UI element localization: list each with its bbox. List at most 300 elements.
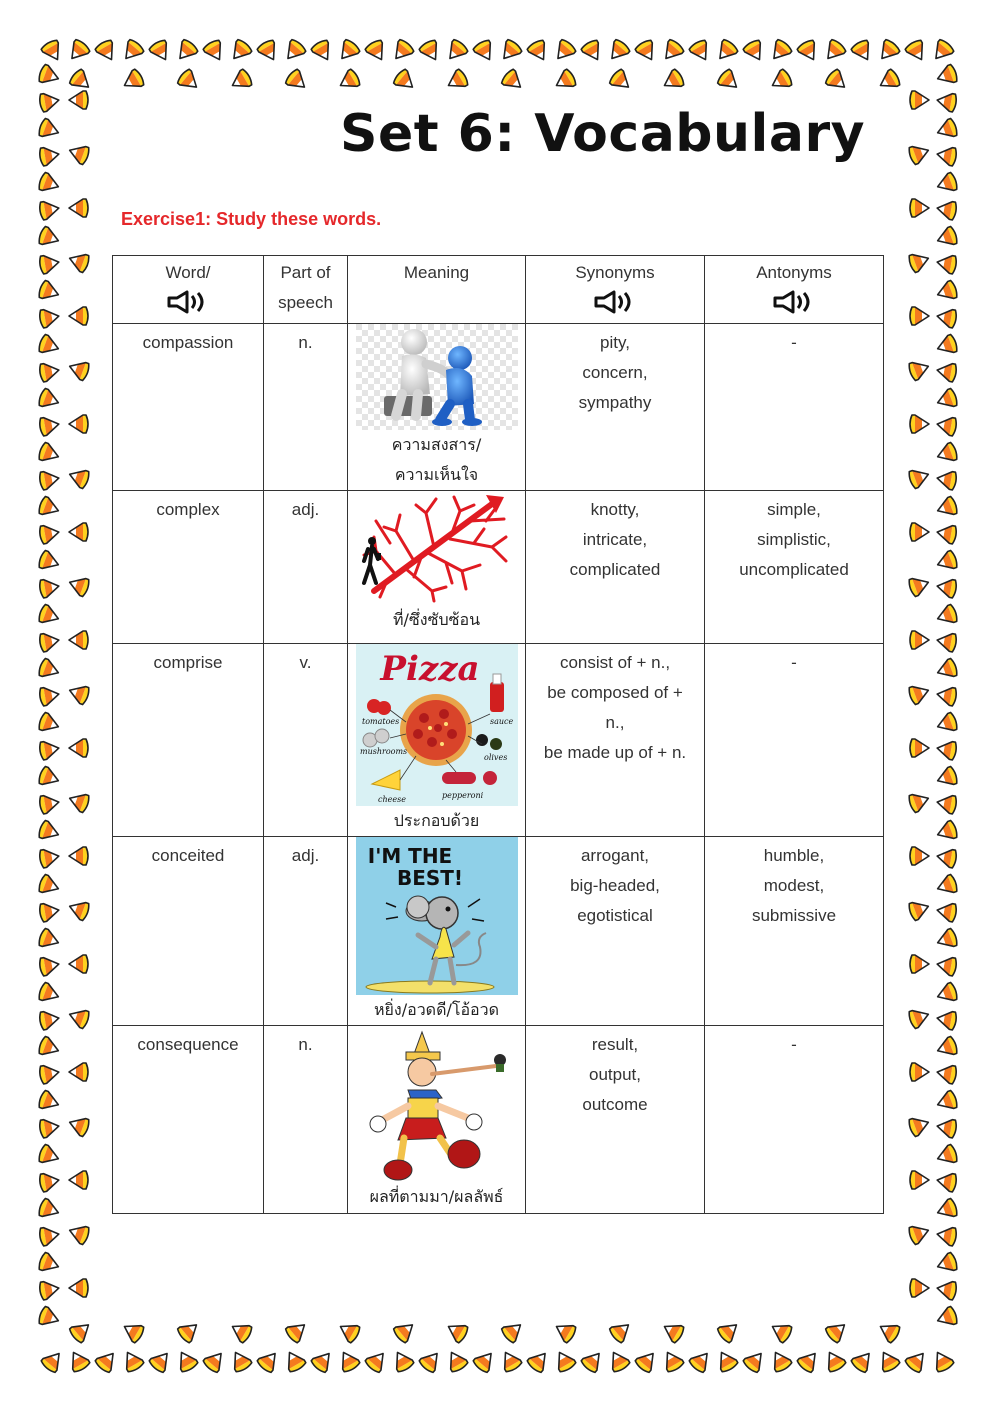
candy-corn-icon bbox=[796, 39, 821, 64]
candy-corn-icon bbox=[37, 1198, 61, 1221]
candy-corn-icon bbox=[120, 1319, 145, 1344]
candy-corn-icon bbox=[935, 550, 959, 573]
header-word-label: Word/ bbox=[165, 263, 211, 282]
candy-corn-icon bbox=[37, 1306, 61, 1329]
candy-corn-icon bbox=[936, 685, 958, 706]
candy-corn-icon bbox=[910, 1279, 929, 1297]
vocabulary-table bbox=[112, 255, 884, 1214]
candy-corn-icon bbox=[876, 1348, 901, 1373]
candy-corn-icon bbox=[37, 172, 61, 195]
candy-corn-icon bbox=[714, 1348, 739, 1373]
speaker-icon[interactable] bbox=[166, 290, 210, 314]
candy-corn-icon bbox=[935, 712, 959, 735]
candy-corn-icon bbox=[69, 955, 88, 973]
candy-corn-icon bbox=[936, 145, 958, 166]
candy-corn-icon bbox=[202, 1348, 228, 1374]
candy-corn-icon bbox=[67, 574, 91, 597]
candy-corn-icon bbox=[742, 1348, 768, 1374]
candy-corn-icon bbox=[37, 928, 61, 951]
candy-corn-icon bbox=[936, 307, 958, 328]
candy-corn-icon bbox=[310, 39, 335, 64]
candy-corn-icon bbox=[936, 1225, 958, 1246]
candy-corn-icon bbox=[227, 38, 253, 64]
candy-corn-icon bbox=[67, 682, 91, 705]
candy-corn-icon bbox=[40, 1348, 66, 1374]
synonym: be made up of + n. bbox=[543, 743, 687, 762]
candy-corn-icon bbox=[935, 658, 959, 681]
candy-corn-icon bbox=[907, 1006, 931, 1029]
candy-corn-icon bbox=[39, 577, 61, 598]
candy-corn-icon bbox=[910, 955, 929, 973]
candy-corn-icon bbox=[688, 1348, 714, 1374]
candy-corn-icon bbox=[935, 928, 959, 951]
candy-corn-icon bbox=[69, 199, 88, 217]
candy-corn-icon bbox=[910, 91, 929, 109]
candy-corn-icon bbox=[935, 1090, 959, 1113]
candy-corn-icon bbox=[67, 358, 91, 381]
candy-corn-icon bbox=[907, 1114, 931, 1137]
candy-corn-icon bbox=[68, 68, 94, 94]
candy-corn-icon bbox=[335, 38, 361, 64]
candy-corn-icon bbox=[907, 790, 931, 813]
row-part: n. bbox=[298, 333, 313, 352]
candy-corn-icon bbox=[907, 1222, 931, 1245]
candy-corn-icon bbox=[37, 388, 61, 411]
candy-corn-icon bbox=[929, 38, 955, 64]
candy-corn-icon bbox=[910, 739, 929, 757]
speaker-icon[interactable] bbox=[772, 290, 816, 314]
antonym: - bbox=[791, 653, 797, 672]
candy-corn-icon bbox=[936, 793, 958, 814]
candy-corn-icon bbox=[796, 1348, 822, 1374]
candy-corn-icon bbox=[850, 39, 875, 64]
pizza-label: olives bbox=[483, 753, 507, 762]
candy-corn-icon bbox=[935, 1144, 959, 1167]
candy-corn-icon bbox=[69, 415, 88, 433]
candy-corn-icon bbox=[444, 1319, 469, 1344]
candy-corn-icon bbox=[69, 847, 88, 865]
candy-corn-icon bbox=[67, 142, 91, 165]
header-meaning-label: Meaning bbox=[403, 263, 470, 282]
candy-corn-icon bbox=[875, 38, 901, 64]
candy-corn-icon bbox=[444, 68, 469, 93]
candy-corn-icon bbox=[37, 874, 61, 897]
candy-corn-icon bbox=[936, 739, 958, 760]
candy-corn-icon bbox=[910, 1171, 929, 1189]
candy-corn-icon bbox=[936, 1009, 958, 1030]
candy-corn-icon bbox=[37, 226, 61, 249]
candy-corn-icon bbox=[552, 1348, 577, 1373]
candy-corn-icon bbox=[39, 685, 61, 706]
candy-corn-icon bbox=[37, 658, 61, 681]
conceited-mouse-illustration bbox=[356, 837, 518, 995]
candy-corn-icon bbox=[498, 1348, 523, 1373]
candy-corn-icon bbox=[39, 793, 61, 814]
row-word: complex bbox=[156, 500, 220, 519]
candy-corn-icon bbox=[935, 1036, 959, 1059]
candy-corn-icon bbox=[148, 1348, 174, 1374]
candy-corn-icon bbox=[66, 1348, 91, 1373]
candy-corn-icon bbox=[37, 280, 61, 303]
compassion-illustration bbox=[356, 324, 518, 430]
thai-meaning-line: ผลที่ตามมา/ผลลัพธ์ bbox=[369, 1187, 504, 1206]
candy-corn-icon bbox=[37, 442, 61, 465]
row-part: adj. bbox=[291, 846, 320, 865]
candy-corn-icon bbox=[716, 68, 742, 94]
candy-corn-icon bbox=[67, 466, 91, 489]
synonym: intricate, bbox=[582, 530, 648, 549]
header-synonyms bbox=[526, 256, 705, 324]
candy-corn-icon bbox=[907, 466, 931, 489]
pizza-title: Pizza bbox=[379, 649, 480, 689]
candy-corn-icon bbox=[39, 523, 61, 544]
candy-corn-icon bbox=[935, 388, 959, 411]
candy-corn-icon bbox=[936, 1171, 958, 1192]
candy-corn-icon bbox=[37, 1090, 61, 1113]
candy-corn-icon bbox=[39, 469, 61, 490]
candy-corn-icon bbox=[336, 1348, 361, 1373]
candy-corn-icon bbox=[39, 145, 61, 166]
candy-corn-icon bbox=[910, 199, 929, 217]
candy-corn-icon bbox=[148, 39, 173, 64]
synonym: outcome bbox=[582, 1095, 648, 1114]
candy-corn-icon bbox=[94, 39, 119, 64]
candy-corn-icon bbox=[39, 631, 61, 652]
candy-corn-icon bbox=[936, 901, 958, 922]
candy-corn-icon bbox=[228, 1319, 253, 1344]
page-title: Set 6: Vocabulary bbox=[340, 104, 865, 164]
candy-corn-icon bbox=[444, 1348, 469, 1373]
table-row bbox=[113, 1026, 884, 1214]
candy-corn-icon bbox=[67, 1006, 91, 1029]
candy-corn-icon bbox=[37, 1252, 61, 1275]
candy-corn-icon bbox=[904, 39, 929, 64]
candy-corn-icon bbox=[608, 68, 634, 94]
header-synonyms-label: Synonyms bbox=[575, 263, 655, 282]
candy-corn-icon bbox=[120, 1348, 145, 1373]
candy-corn-icon bbox=[821, 38, 847, 64]
candy-corn-icon bbox=[907, 682, 931, 705]
synonym: n., bbox=[605, 713, 625, 732]
candy-corn-icon bbox=[907, 250, 931, 273]
candy-corn-icon bbox=[936, 631, 958, 652]
candy-corn-icon bbox=[910, 1063, 929, 1081]
candy-corn-icon bbox=[907, 574, 931, 597]
candy-corn-icon bbox=[39, 307, 61, 328]
antonym: - bbox=[791, 1035, 797, 1054]
candy-corn-icon bbox=[822, 1348, 847, 1373]
candy-corn-icon bbox=[69, 307, 88, 325]
candy-corn-icon bbox=[936, 523, 958, 544]
synonym: result, bbox=[591, 1035, 639, 1054]
candy-corn-icon bbox=[472, 39, 497, 64]
candy-corn-icon bbox=[68, 1318, 94, 1344]
candy-corn-icon bbox=[767, 38, 793, 64]
candy-corn-icon bbox=[606, 1348, 631, 1373]
candy-corn-icon bbox=[37, 982, 61, 1005]
candy-corn-icon bbox=[876, 1319, 901, 1344]
candy-corn-icon bbox=[935, 820, 959, 843]
candy-corn-icon bbox=[392, 68, 418, 94]
row-part: v. bbox=[299, 653, 312, 672]
candy-corn-icon bbox=[580, 1348, 606, 1374]
candy-corn-icon bbox=[930, 1348, 955, 1373]
candy-corn-icon bbox=[67, 790, 91, 813]
candy-corn-icon bbox=[284, 68, 310, 94]
candy-corn-icon bbox=[69, 1063, 88, 1081]
candy-corn-icon bbox=[69, 739, 88, 757]
header-word bbox=[113, 256, 264, 324]
candy-corn-icon bbox=[39, 739, 61, 760]
candy-corn-icon bbox=[256, 1348, 282, 1374]
table-row bbox=[113, 837, 884, 1026]
candy-corn-icon bbox=[69, 1171, 88, 1189]
candy-corn-icon bbox=[119, 38, 145, 64]
candy-corn-icon bbox=[876, 68, 901, 93]
image-caption: BEST! bbox=[396, 866, 463, 890]
candy-corn-icon bbox=[67, 1222, 91, 1245]
candy-corn-icon bbox=[69, 523, 88, 541]
candy-corn-icon bbox=[660, 1319, 685, 1344]
candy-corn-icon bbox=[39, 1063, 61, 1084]
candy-corn-icon bbox=[364, 39, 389, 64]
candy-corn-icon bbox=[935, 442, 959, 465]
candy-corn-icon bbox=[526, 1348, 552, 1374]
candy-corn-icon bbox=[850, 1348, 876, 1374]
thai-meaning-line: ที่/ซึ่งซับซ้อน bbox=[392, 610, 481, 629]
candy-corn-icon bbox=[39, 253, 61, 274]
candy-corn-icon bbox=[688, 39, 713, 64]
candy-corn-icon bbox=[173, 38, 199, 64]
antonym: - bbox=[791, 333, 797, 352]
synonym: sympathy bbox=[578, 393, 652, 412]
candy-corn-icon bbox=[37, 712, 61, 735]
candy-corn-icon bbox=[936, 955, 958, 976]
synonym: complicated bbox=[569, 560, 661, 579]
candy-corn-icon bbox=[936, 361, 958, 382]
synonym: consist of + n., bbox=[559, 653, 671, 672]
candy-corn-icon bbox=[228, 68, 253, 93]
candy-corn-icon bbox=[256, 39, 281, 64]
candy-corn-icon bbox=[716, 1318, 742, 1344]
candy-corn-icon bbox=[69, 1279, 88, 1297]
antonym: submissive bbox=[751, 906, 837, 925]
candy-corn-icon bbox=[67, 1114, 91, 1137]
candy-corn-icon bbox=[660, 68, 685, 93]
candy-corn-icon bbox=[500, 68, 526, 94]
candy-corn-icon bbox=[281, 38, 307, 64]
candy-corn-icon bbox=[176, 68, 202, 94]
candy-corn-icon bbox=[634, 39, 659, 64]
candy-corn-icon bbox=[910, 631, 929, 649]
table-header-row bbox=[113, 256, 884, 324]
candy-corn-icon bbox=[67, 898, 91, 921]
candy-corn-icon bbox=[418, 1348, 444, 1374]
candy-corn-icon bbox=[605, 38, 631, 64]
synonym: output, bbox=[589, 1065, 641, 1084]
candy-corn-icon bbox=[94, 1348, 120, 1374]
candy-corn-icon bbox=[768, 68, 793, 93]
pizza-label: cheese bbox=[377, 795, 406, 804]
candy-corn-icon bbox=[37, 1144, 61, 1167]
candy-corn-icon bbox=[910, 523, 929, 541]
candy-corn-icon bbox=[37, 118, 61, 141]
candy-corn-icon bbox=[37, 64, 61, 87]
table-row bbox=[113, 491, 884, 644]
candy-corn-icon bbox=[390, 1348, 415, 1373]
pizza-label: pepperoni bbox=[441, 791, 483, 800]
synonym: arrogant, bbox=[580, 846, 650, 865]
pizza-label: mushrooms bbox=[359, 747, 407, 756]
candy-corn-icon bbox=[37, 820, 61, 843]
candy-corn-icon bbox=[935, 1306, 959, 1329]
candy-corn-icon bbox=[310, 1348, 336, 1374]
pinocchio-illustration bbox=[356, 1026, 518, 1182]
candy-corn-icon bbox=[67, 250, 91, 273]
candy-corn-icon bbox=[936, 91, 958, 112]
row-word: comprise bbox=[153, 653, 223, 672]
candy-corn-icon bbox=[936, 253, 958, 274]
table-row bbox=[113, 324, 884, 491]
candy-corn-icon bbox=[742, 39, 767, 64]
header-antonyms-label: Antonyms bbox=[756, 263, 832, 282]
candy-corn-icon bbox=[392, 1318, 418, 1344]
candy-corn-icon bbox=[500, 1318, 526, 1344]
candy-corn-icon bbox=[39, 415, 61, 436]
candy-corn-icon bbox=[39, 361, 61, 382]
candy-corn-icon bbox=[389, 38, 415, 64]
candy-corn-icon bbox=[935, 280, 959, 303]
candy-corn-icon bbox=[936, 847, 958, 868]
candy-corn-icon bbox=[935, 118, 959, 141]
thai-meaning-line: ประกอบด้วย bbox=[393, 811, 480, 830]
candy-corn-icon bbox=[935, 496, 959, 519]
candy-corn-icon bbox=[39, 901, 61, 922]
synonym: egotistical bbox=[577, 906, 653, 925]
speaker-icon[interactable] bbox=[593, 290, 637, 314]
image-caption: I'M THE bbox=[367, 844, 452, 868]
candy-corn-icon bbox=[936, 469, 958, 490]
candy-corn-icon bbox=[39, 199, 61, 220]
exercise-instruction: Exercise1: Study these words. bbox=[121, 209, 382, 229]
candy-corn-icon bbox=[39, 955, 61, 976]
candy-corn-icon bbox=[228, 1348, 253, 1373]
candy-corn-icon bbox=[37, 496, 61, 519]
candy-corn-icon bbox=[284, 1318, 310, 1344]
header-part-label: Part of speech bbox=[278, 263, 333, 312]
candy-corn-icon bbox=[39, 91, 61, 112]
candy-corn-icon bbox=[608, 1318, 634, 1344]
candy-corn-icon bbox=[39, 1225, 61, 1246]
pizza-ingredients-illustration bbox=[356, 644, 518, 806]
candy-corn-icon bbox=[910, 847, 929, 865]
candy-corn-icon bbox=[824, 1318, 850, 1344]
row-word: compassion bbox=[142, 333, 234, 352]
candy-corn-icon bbox=[904, 1348, 930, 1374]
candy-corn-icon bbox=[552, 1319, 577, 1344]
antonym: modest, bbox=[763, 876, 825, 895]
candy-corn-icon bbox=[69, 91, 88, 109]
candy-corn-icon bbox=[935, 1252, 959, 1275]
candy-corn-icon bbox=[936, 1117, 958, 1138]
candy-corn-icon bbox=[39, 1009, 61, 1030]
table-row bbox=[113, 644, 884, 837]
header-antonyms bbox=[705, 256, 884, 324]
synonym: be composed of + bbox=[547, 683, 683, 702]
candy-corn-icon bbox=[936, 1279, 958, 1300]
synonym: knotty, bbox=[590, 500, 640, 519]
candy-corn-icon bbox=[69, 631, 88, 649]
candy-corn-icon bbox=[497, 38, 523, 64]
candy-corn-icon bbox=[526, 39, 551, 64]
candy-corn-icon bbox=[935, 604, 959, 627]
candy-corn-icon bbox=[659, 38, 685, 64]
candy-corn-icon bbox=[907, 142, 931, 165]
candy-corn-icon bbox=[936, 1063, 958, 1084]
candy-corn-icon bbox=[37, 550, 61, 573]
candy-corn-icon bbox=[907, 898, 931, 921]
candy-corn-icon bbox=[39, 1279, 61, 1300]
candy-corn-icon bbox=[907, 358, 931, 381]
candy-corn-icon bbox=[660, 1348, 685, 1373]
antonym: uncomplicated bbox=[739, 560, 849, 579]
candy-corn-icon bbox=[37, 604, 61, 627]
thai-meaning-line: หยิ่ง/อวดดี/โอ้อวด bbox=[373, 1000, 500, 1019]
synonym: big-headed, bbox=[570, 876, 660, 895]
candy-corn-icon bbox=[935, 334, 959, 357]
candy-corn-icon bbox=[768, 1319, 793, 1344]
pizza-label: tomatoes bbox=[361, 717, 399, 726]
candy-corn-icon bbox=[37, 766, 61, 789]
pizza-label: sauce bbox=[489, 717, 513, 726]
header-meaning bbox=[348, 256, 526, 324]
antonym: simplistic, bbox=[757, 530, 831, 549]
candy-corn-icon bbox=[551, 38, 577, 64]
synonym: pity, bbox=[600, 333, 630, 352]
candy-corn-icon bbox=[65, 38, 91, 64]
candy-corn-icon bbox=[174, 1348, 199, 1373]
candy-corn-icon bbox=[936, 577, 958, 598]
candy-corn-icon bbox=[472, 1348, 498, 1374]
candy-corn-icon bbox=[39, 1171, 61, 1192]
candy-corn-icon bbox=[39, 1117, 61, 1138]
candy-corn-icon bbox=[634, 1348, 660, 1374]
candy-corn-icon bbox=[935, 1198, 959, 1221]
candy-corn-icon bbox=[364, 1348, 390, 1374]
candy-corn-icon bbox=[176, 1318, 202, 1344]
candy-corn-icon bbox=[443, 38, 469, 64]
thai-meaning-line: ความสงสาร/ bbox=[391, 435, 482, 454]
thai-meaning-line: ความเห็นใจ bbox=[394, 465, 479, 484]
candy-corn-icon bbox=[935, 982, 959, 1005]
candy-corn-icon bbox=[120, 68, 145, 93]
candy-corn-icon bbox=[580, 39, 605, 64]
candy-corn-icon bbox=[202, 39, 227, 64]
row-part: n. bbox=[298, 1035, 313, 1054]
candy-corn-icon bbox=[824, 68, 850, 94]
candy-corn-icon bbox=[336, 68, 361, 93]
candy-corn-icon bbox=[935, 172, 959, 195]
row-part: adj. bbox=[291, 500, 320, 519]
candy-corn-icon bbox=[935, 766, 959, 789]
complex-branching-illustration bbox=[356, 491, 518, 605]
candy-corn-icon bbox=[40, 39, 65, 64]
candy-corn-icon bbox=[336, 1319, 361, 1344]
row-word: conceited bbox=[151, 846, 225, 865]
candy-corn-icon bbox=[418, 39, 443, 64]
header-part-of-speech bbox=[264, 256, 348, 324]
antonym: simple, bbox=[767, 500, 821, 519]
